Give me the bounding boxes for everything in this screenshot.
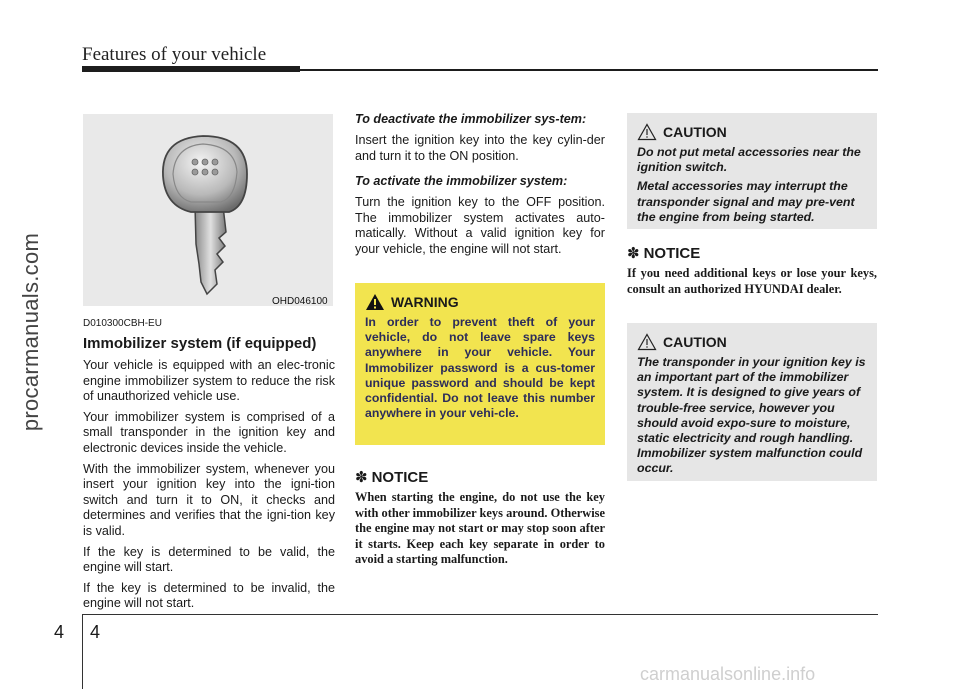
caution-text: The transponder in your ignition key is an important part of the immobilizer system. It is designed to give years of trouble-free service, however you should avoid expo-sure to moisture, static electricity and rough handling. Immobilizer system malfunction could occur. <box>637 355 866 476</box>
caution-box-2 <box>627 323 877 481</box>
page-number: 4 <box>90 622 101 642</box>
notice-middle <box>355 468 605 568</box>
bottom-watermark: carmanualsonline.info <box>640 664 816 684</box>
middle-column <box>355 112 605 263</box>
caution-header <box>637 333 877 351</box>
side-watermark: procarmanuals.com <box>18 232 43 432</box>
caution-triangle-icon <box>637 123 657 141</box>
caution-header <box>637 123 877 141</box>
paragraph: With the immobilizer system, whenever you insert your ignition key into the igni-tion switch and turn it to ON, it checks and determines and verifies that the igni-tion key is valid. <box>83 461 335 538</box>
section-number: 4 <box>54 622 65 642</box>
section-code: D010300CBH-EU <box>83 318 162 329</box>
paragraph: If the key is determined to be invalid, the engine will not start. <box>83 580 335 611</box>
left-column <box>83 318 335 617</box>
warning-triangle-icon <box>365 293 385 311</box>
warning-header <box>365 293 605 311</box>
key-figure <box>83 114 333 306</box>
notice-right <box>627 244 877 297</box>
figure-code: OHD046100 <box>272 296 328 307</box>
notice-header <box>355 468 605 486</box>
notice-header <box>627 244 877 262</box>
notice-label: NOTICE <box>371 468 429 486</box>
caution-triangle-icon <box>637 333 657 351</box>
deactivate-title: To deactivate the immobilizer sys-tem: <box>355 112 587 126</box>
warning-box <box>355 283 605 445</box>
caution-text: Metal accessories may interrupt the transponder signal and may pre-vent the engine from being started. <box>637 179 855 224</box>
paragraph: If the key is determined to be valid, the engine will start. <box>83 544 335 575</box>
notice-star-icon: ✽ <box>627 245 640 262</box>
paragraph: Your immobilizer system is comprised of a small transponder in the ignition key and electronic devices inside the vehicle. <box>83 409 335 455</box>
notice-star-icon: ✽ <box>355 469 368 486</box>
caution-text: Do not put metal accessories near the ignition switch. <box>637 145 861 175</box>
section-title: Immobilizer system (if equipped) <box>83 335 317 352</box>
deactivate-text: Insert the ignition key into the key cylin-der and turn it to the ON position. <box>355 133 605 163</box>
notice-text: When starting the engine, do not use the key with other immobilizer keys around. Otherwise the engine may not start or may stop soon after it starts. Keep each key separate in order to avoid a starting malfunction. <box>355 490 605 567</box>
caution-label: CAUTION <box>663 334 727 350</box>
paragraph: Your vehicle is equipped with an elec-tronic engine immobilizer system to reduce the risk of unauthorized vehicle use. <box>83 358 335 404</box>
footer-divider <box>82 614 83 689</box>
ignition-key-icon <box>83 114 333 306</box>
warning-label: WARNING <box>391 294 459 310</box>
activate-title: To activate the immobilizer system: <box>355 174 568 189</box>
activate-text: Turn the ignition key to the OFF position. The immobilizer system activates auto-matically. Without a valid ignition key for your vehicle, the engine will not start. <box>355 195 605 256</box>
caution-box-1 <box>627 113 877 229</box>
header-title: Features of your vehicle <box>82 44 267 65</box>
notice-label: NOTICE <box>643 244 701 262</box>
caution-label: CAUTION <box>663 124 727 140</box>
header-rule-thin <box>300 69 878 71</box>
header-rule <box>82 66 300 72</box>
footer-rule <box>82 614 878 615</box>
notice-text: If you need additional keys or lose your keys, consult an authorized HYUNDAI dealer. <box>627 266 877 296</box>
warning-text: In order to prevent theft of your vehicle, do not leave spare keys anywhere in your vehicle. Your Immobilizer password is a cus-tomer unique password and should be kept confidential. Do not leave this number anywhere in your vehi-cle. <box>365 315 595 421</box>
